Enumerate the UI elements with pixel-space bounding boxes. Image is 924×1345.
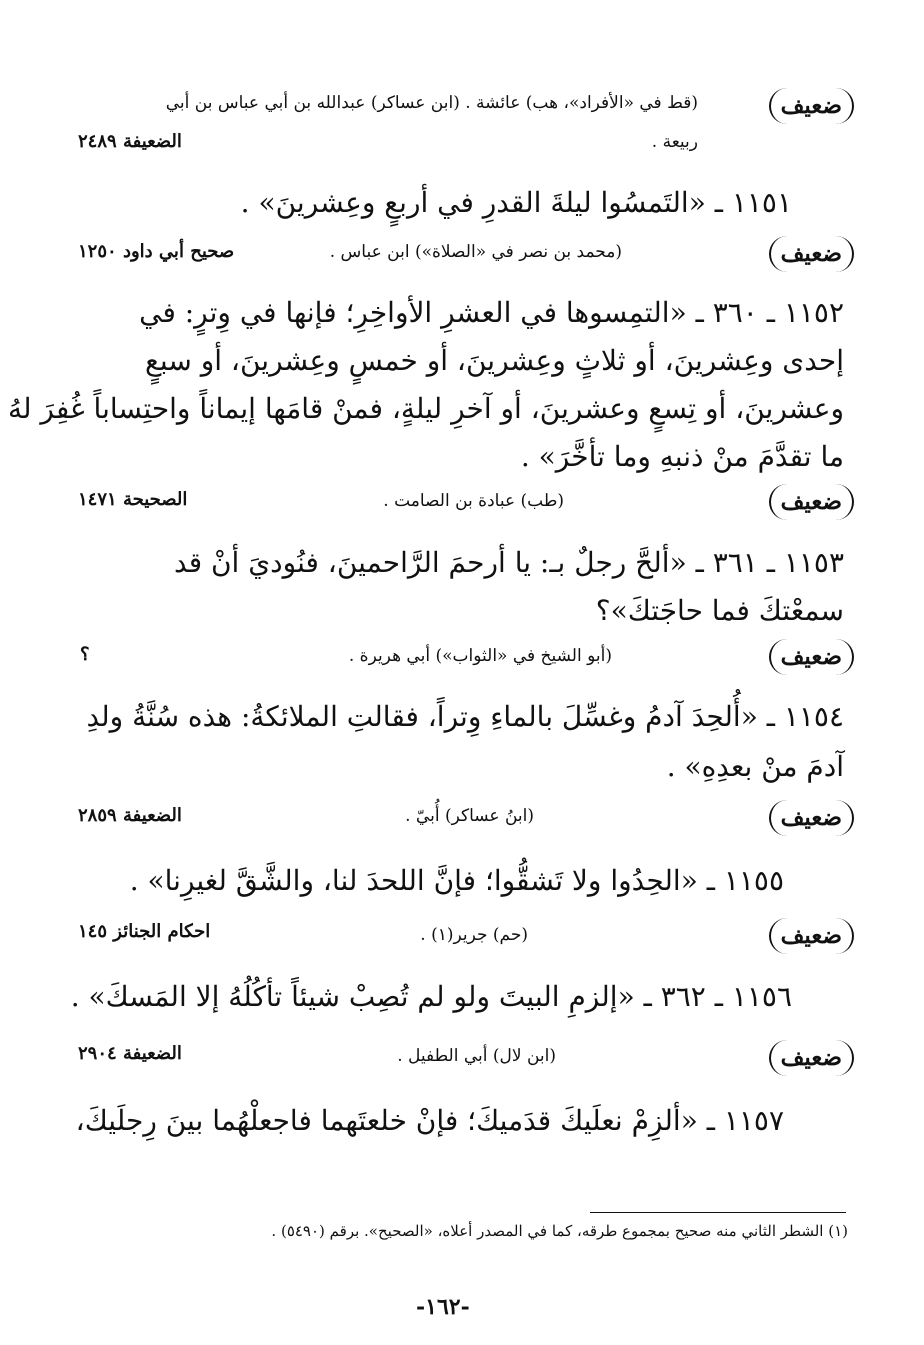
- grade-badge: ضعيف: [769, 918, 854, 954]
- hadith-text-line: ١١٥٢ ـ ٣٦٠ ـ «التمِسوها في العشرِ الأواخِرِ؛ فإنها في وِترٍ: في: [139, 296, 844, 329]
- footnote: (١) الشطر الثاني منه صحيح بمجموع طرقه، كما في المصدر أعلاه، «الصحيح». برقم (٥٤٩٠) .: [271, 1222, 848, 1240]
- grade-badge: ضعيف: [769, 800, 854, 836]
- hadith-text-line: ١١٥١ ـ «التَمسُوا ليلةَ القدرِ في أربعٍ وعِشرينَ» .: [240, 186, 792, 219]
- reference: احكام الجنائز ١٤٥: [78, 921, 211, 942]
- grade-badge: ضعيف: [769, 484, 854, 520]
- reference: الضعيفة ٢٩٠٤: [78, 1043, 182, 1064]
- hadith-text-line: آدمَ منْ بعدِهِ» .: [666, 750, 844, 783]
- source-line: (قط في «الأفراد»، هب) عائشة . (ابن عساكر) عبدالله بن أبي عباس بن أبي: [165, 93, 698, 113]
- reference: الصحيحة ١٤٧١: [78, 489, 188, 510]
- page-number: -١٦٢-: [416, 1294, 470, 1320]
- hadith-text-line: ما تقدَّمَ منْ ذنبهِ وما تأخَّرَ» .: [520, 440, 844, 473]
- hadith-text-line: ١١٥٦ ـ ٣٦٢ ـ «إلزمِ البيتَ ولو لم تُصِبْ شيئاً تأكُلُهُ إلا المَسكَ» .: [70, 980, 792, 1013]
- hadith-text-line: إحدى وعِشرينَ، أو ثلاثٍ وعِشرينَ، أو خمسٍ وعِشرينَ، أو سبعٍ: [145, 344, 844, 377]
- grade-badge: ضعيف: [769, 88, 854, 124]
- source-line: (ابنُ عساكر) أُبيّ .: [405, 806, 534, 826]
- hadith-text-line: وعشرينَ، أو تِسعٍ وعشرينَ، أو آخرِ ليلةٍ، فمنْ قامَها إيماناً واحتِساباً غُفِرَ لهُ: [7, 392, 844, 425]
- source-line: (أبو الشيخ في «الثواب») أبي هريرة .: [348, 646, 612, 666]
- grade-badge: ضعيف: [769, 236, 854, 272]
- source-line: ربيعة .: [651, 132, 698, 152]
- grade-badge: ضعيف: [769, 639, 854, 675]
- grade-badge: ضعيف: [769, 1040, 854, 1076]
- footnote-separator: [590, 1212, 846, 1213]
- hadith-text-line: ١١٥٤ ـ «أُلحِدَ آدمُ وغسِّلَ بالماءِ وِتراً، فقالتِ الملائكةُ: هذه سُنَّةُ ولدِ: [86, 700, 844, 733]
- reference: صحيح أبي داود ١٢٥٠: [78, 241, 235, 262]
- source-line: (حم) جرير(١) .: [420, 925, 528, 945]
- hadith-text-line: ١١٥٣ ـ ٣٦١ ـ «ألحَّ رجلٌ بـ: يا أرحمَ الرَّاحمينَ، فنُوديَ أنْ قد: [174, 546, 844, 579]
- reference: الضعيفة ٢٨٥٩: [78, 805, 182, 826]
- reference: ؟: [80, 644, 90, 665]
- reference: الضعيفة ٢٤٨٩: [78, 131, 182, 152]
- hadith-text-line: ١١٥٧ ـ «ألزِمْ نعلَيكَ قدَميكَ؛ فإنْ خلعتَهما فاجعلْهُما بينَ رِجلَيكَ،: [75, 1104, 784, 1137]
- hadith-text-line: سمعْتكَ فما حاجَتكَ»؟: [595, 594, 844, 627]
- source-line: (طب) عبادة بن الصامت .: [383, 491, 564, 511]
- source-line: (محمد بن نصر في «الصلاة») ابن عباس .: [329, 242, 622, 262]
- hadith-text-line: ١١٥٥ ـ «الحِدُوا ولا تَشقُّوا؛ فإنَّ اللحدَ لنا، والشَّقَّ لغيرِنا» .: [129, 864, 784, 897]
- source-line: (ابن لال) أبي الطفيل .: [397, 1046, 556, 1066]
